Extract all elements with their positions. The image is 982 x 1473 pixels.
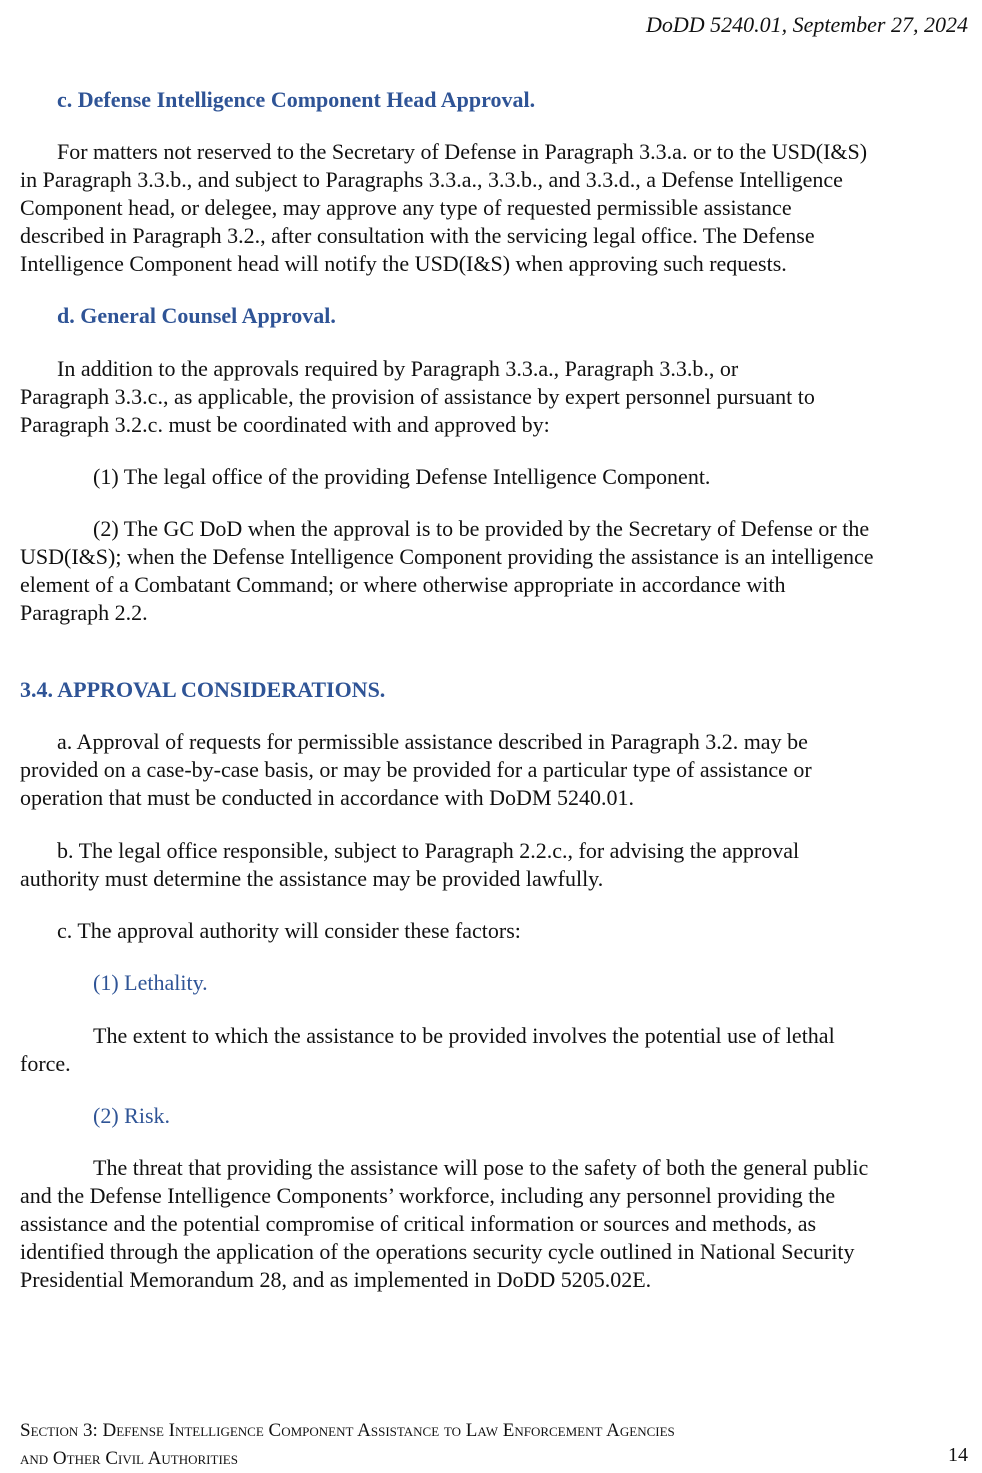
- section-d-heading: d. General Counsel Approval.: [57, 303, 336, 328]
- section-c-line-2: in Paragraph 3.3.b., and subject to Paragraphs 3.3.a., 3.3.b., and 3.3.d., a Defense Intelligence: [20, 167, 843, 192]
- section-3-4-c-text: c. The approval authority will consider these factors:: [57, 918, 521, 943]
- section-d-item-2: [20, 515, 968, 627]
- risk-body: [20, 1154, 968, 1294]
- risk-line-3: assistance and the potential compromise of critical information or sources and methods, as: [20, 1211, 817, 1236]
- lethality-line-2: force.: [20, 1051, 71, 1076]
- section-c-line-1: For matters not reserved to the Secretary of Defense in Paragraph 3.3.a. or to the USD(I&S): [57, 139, 868, 164]
- section-d-body: [20, 355, 968, 439]
- section-d-item-2-line-4: Paragraph 2.2.: [20, 600, 148, 625]
- risk-line-5: Presidential Memorandum 28, and as implemented in DoDD 5205.02E.: [20, 1267, 652, 1292]
- risk-heading-block: [20, 1102, 968, 1130]
- section-d-line-2: Paragraph 3.3.c., as applicable, the provision of assistance by expert personnel pursuant to: [20, 384, 815, 409]
- section-c-body: [20, 138, 968, 278]
- section-3-4-c: [20, 917, 968, 945]
- risk-line-2: and the Defense Intelligence Components’ workforce, including any personnel providing the: [20, 1183, 836, 1208]
- risk-line-4: identified through the application of the operations security cycle outlined in National Security: [20, 1239, 855, 1264]
- footer-line-1: Section 3: Defense Intelligence Component Assistance to Law Enforcement Agencies: [20, 1420, 675, 1441]
- document-header: DoDD 5240.01, September 27, 2024: [645, 12, 968, 37]
- section-3-4-heading: 3.4. APPROVAL CONSIDERATIONS.: [20, 677, 386, 702]
- section-d-item-2-line-2: USD(I&S); when the Defense Intelligence Component providing the assistance is an intelligence: [20, 544, 874, 569]
- lethality-body: [20, 1022, 968, 1078]
- section-d-line-1: In addition to the approvals required by Paragraph 3.3.a., Paragraph 3.3.b., or: [57, 356, 739, 381]
- footer-line-2: and Other Civil Authorities: [20, 1448, 238, 1469]
- page-number: 14: [948, 1444, 968, 1466]
- section-d-item-1-text: (1) The legal office of the providing Defense Intelligence Component.: [93, 464, 711, 489]
- section-c-line-5: Intelligence Component head will notify the USD(I&S) when approving such requests.: [20, 251, 787, 276]
- section-3-4-heading-block: [20, 676, 968, 704]
- section-d-heading-block: [20, 302, 968, 330]
- section-c-line-4: described in Paragraph 3.2., after consultation with the servicing legal office. The Defense: [20, 223, 815, 248]
- section-3-4-b-line-2: authority must determine the assistance may be provided lawfully.: [20, 866, 604, 891]
- lethality-line-1: The extent to which the assistance to be provided involves the potential use of lethal: [93, 1023, 835, 1048]
- section-3-4-a-line-1: a. Approval of requests for permissible assistance described in Paragraph 3.2. may be: [57, 729, 808, 754]
- page-footer: [20, 1417, 968, 1473]
- section-d-line-3: Paragraph 3.2.c. must be coordinated with and approved by:: [20, 412, 550, 437]
- risk-heading: (2) Risk.: [93, 1103, 170, 1128]
- section-3-4-b-line-1: b. The legal office responsible, subject to Paragraph 2.2.c., for advising the approval: [57, 838, 800, 863]
- lethality-heading: (1) Lethality.: [93, 970, 208, 995]
- lethality-heading-block: [20, 969, 968, 997]
- section-d-item-2-line-3: element of a Combatant Command; or where otherwise appropriate in accordance with: [20, 572, 786, 597]
- section-c-heading-block: [20, 86, 968, 114]
- section-c-line-3: Component head, or delegee, may approve any type of requested permissible assistance: [20, 195, 792, 220]
- section-3-4-a-line-3: operation that must be conducted in accordance with DoDM 5240.01.: [20, 785, 635, 810]
- section-3-4-a: [20, 728, 968, 812]
- section-c-heading: c. Defense Intelligence Component Head Approval.: [57, 87, 536, 112]
- section-d-item-1: [20, 463, 968, 491]
- risk-line-1: The threat that providing the assistance will pose to the safety of both the general public: [93, 1155, 869, 1180]
- section-d-item-2-line-1: (2) The GC DoD when the approval is to be provided by the Secretary of Defense or the: [93, 516, 870, 541]
- section-3-4-b: [20, 837, 968, 893]
- section-3-4-a-line-2: provided on a case-by-case basis, or may be provided for a particular type of assistance or: [20, 757, 812, 782]
